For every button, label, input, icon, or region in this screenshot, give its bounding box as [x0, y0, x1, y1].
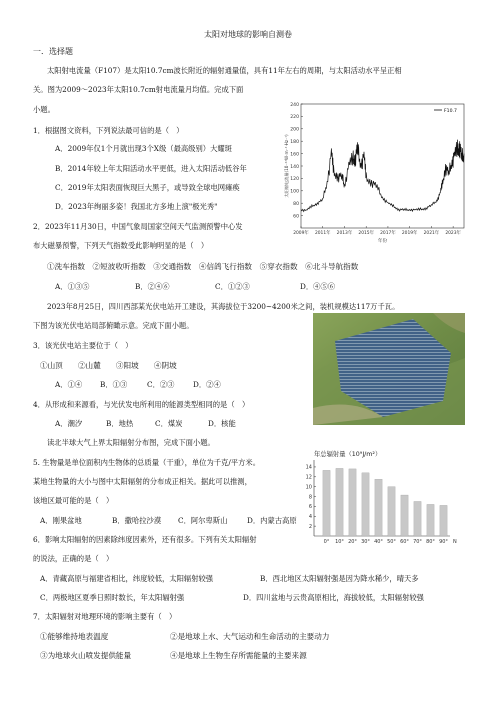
y-tick-label: 60	[293, 214, 299, 220]
bar-y-tick-label: 2	[308, 523, 312, 530]
q2-items: ①洗车指数 ②短波收听指数 ③交通指数 ④信鸽飞行指数 ⑤穿衣指数 ⑥北斗导航指数	[47, 262, 359, 271]
q2-stem-2: 布大磁暴预警，下列天气指数受此影响明显的是（ ）	[33, 241, 209, 250]
x-tick-label: 2017年	[380, 231, 396, 236]
q6-option-d[interactable]: D．四川盆地与云贵高原相比，海拔较低，太阳辐射较强	[243, 593, 424, 602]
radiation-bar	[336, 468, 343, 536]
q2-option-b[interactable]: B．②④⑥	[135, 282, 170, 291]
q6-option-a[interactable]: A．青藏高原与福建省相比，纬度较低，太阳辐射较强	[40, 574, 214, 583]
x-axis-label: 年份	[377, 239, 388, 244]
y-tick-label: 140	[290, 164, 299, 170]
y-tick-label: 120	[290, 177, 299, 183]
legend-label: F10.7	[444, 108, 457, 114]
radiation-bar	[427, 504, 434, 536]
radiation-bar	[401, 495, 408, 536]
x-tick-label: 2015年	[358, 231, 374, 236]
bar-x-tick-label: 90°	[439, 539, 448, 545]
q4-option-d[interactable]: D．核能	[208, 419, 236, 428]
q3-option-a[interactable]: A．①④	[55, 380, 83, 389]
bar-y-tick-label: 14	[305, 464, 312, 471]
q6-option-b[interactable]: B．西北地区太阳辐射强是因为降水稀少，晴天多	[260, 574, 419, 583]
y-tick-label: 240	[290, 102, 299, 108]
intro-line-1: 太阳射电流量（F107）是太阳10.7cm波长附近的辐射通量值，具有11年左右的周期，与太阳活动水平呈正相	[47, 66, 402, 75]
intro-line-2: 关。图为2009～2023年太阳10.7cm射电流量月均值。完成下面	[33, 85, 244, 94]
q3-stem: 3．该光伏电站主要位于（ ）	[33, 341, 133, 350]
q2-option-c[interactable]: C．①②③	[215, 282, 250, 291]
radiation-bar	[388, 487, 395, 536]
q6-stem-1: 6．影响太阳辐射的因素除纬度因素外，还有很多。下列有关太阳辐射	[33, 535, 257, 544]
q7-item-1: ①能够维持地表温度	[40, 632, 109, 641]
q7-item-2: ②是地球上水、大气运动和生命活动的主要动力	[170, 632, 330, 641]
solar-plant-aerial-photo	[313, 313, 465, 425]
bar-x-tick-label: 10°	[335, 539, 344, 545]
bar-x-tick-label: 70°	[413, 539, 422, 545]
f107-line-chart	[283, 100, 469, 248]
bar-x-tick-label: 40°	[374, 539, 383, 545]
radiation-bar	[323, 470, 330, 536]
q3-option-b[interactable]: B．①③	[100, 380, 128, 389]
q7-stem: 7．太阳辐射对地理环境的影响主要有（ ）	[33, 612, 177, 621]
y-tick-label: 80	[293, 202, 299, 207]
q2-stem-1: 2．2023年11月30日，中国气象局国家空间天气监测预警中心发	[33, 222, 243, 231]
line-chart-series	[301, 140, 464, 212]
q6-stem-2: 的说法，正确的是（ ）	[33, 554, 114, 563]
line-chart-legend	[434, 108, 457, 114]
q5-stem-2: 某地生物量的大小与图中太阳辐射的分布成正相关。据此可以推测，	[33, 477, 252, 486]
q5-stem-3: 该地区最可能的是（ ）	[33, 496, 114, 505]
q2-option-d[interactable]: D．④⑤⑥	[300, 282, 336, 291]
x-tick-label: 2023年	[445, 231, 461, 236]
bar-y-tick-label: 4	[308, 514, 312, 521]
line-chart-frame	[301, 104, 464, 228]
bar-y-tick-label: 10	[305, 484, 312, 491]
q5-option-a[interactable]: A．刚果盆地	[40, 516, 82, 525]
bar-chart-bars	[323, 468, 447, 536]
bar-x-tick-label: 80°	[426, 539, 435, 545]
radiation-bar-chart	[300, 448, 465, 546]
y-tick-label: 200	[290, 127, 299, 133]
bar-x-tick-label: 60°	[400, 539, 409, 545]
q3-option-c[interactable]: C．②③	[147, 380, 175, 389]
q4-option-a[interactable]: A．潮汐	[55, 419, 83, 428]
x-tick-label: 2013年	[336, 231, 353, 236]
q3-items: ①山顶 ②山麓 ③阳坡 ④阴坡	[40, 361, 177, 370]
y-axis-label: 太阳射电流量(10⁻²²W·m⁻²·Hz⁻¹)	[284, 134, 289, 198]
q7-item-4: ④是地球上生物生存所需能量的主要来源	[170, 651, 307, 660]
y-tick-label: 220	[290, 115, 299, 121]
q4-option-b[interactable]: B．地热	[106, 419, 134, 428]
q6-option-c[interactable]: C．两极地区夏季日照时数长，年太阳辐射强	[40, 593, 185, 602]
passage2-line-1: 2023年8月25日，四川西部某光伏电站开工建设，其海拔位于3200~4200米之间，装机规模达117万千瓦。	[47, 302, 400, 311]
q4-stem: 4．从形成和来源看，与光伏发电所利用的能源类型相同的是（ ）	[33, 400, 250, 409]
intro-line-3: 小题。	[33, 105, 55, 114]
passage2-line-2: 下图为该光伏电站局部俯瞰示意。完成下面小题。	[33, 321, 194, 330]
f107-series-line	[301, 140, 464, 212]
page-title: 太阳对地球的影响自测卷	[204, 30, 292, 39]
bar-y-tick-label: 8	[308, 494, 312, 501]
q5-stem-1: 5. 生物量是单位面积内生物体的总质量（干重），单位为千克/平方米。	[33, 458, 260, 467]
q5-option-b[interactable]: B．撒哈拉沙漠	[112, 516, 162, 525]
radiation-bar	[414, 501, 421, 536]
q5-option-d[interactable]: D．内蒙古高原	[247, 516, 297, 525]
passage3: 读北半球大气上界太阳辐射分布图，完成下面小题。	[47, 438, 215, 447]
bar-x-tick-label: 20°	[348, 539, 357, 545]
q4-option-c[interactable]: C．煤炭	[155, 419, 183, 428]
line-chart-axes	[283, 102, 464, 244]
y-tick-label: 100	[290, 189, 299, 195]
q5-option-c[interactable]: C．阿尔卑斯山	[178, 516, 228, 525]
q7-item-3: ③为地球火山喷发提供能量	[40, 651, 132, 660]
q1-stem: 1．根据图文资料，下列说法最可信的是（ ）	[33, 126, 184, 135]
q1-option-d[interactable]: D．2023年绚丽多姿！我国北方多地上演"极光秀"	[55, 202, 218, 211]
q1-option-b[interactable]: B．2014年较上年太阳活动水平更低，进入太阳活动低谷年	[55, 164, 247, 173]
bar-x-tick-label: 0°	[323, 539, 330, 545]
x-tick-label: 2019年	[401, 231, 418, 236]
bar-x-tick-label: 50°	[387, 539, 396, 545]
section-heading: 一．选择题	[33, 47, 73, 56]
radiation-bar	[440, 505, 447, 536]
bar-y-tick-label: 12	[305, 474, 312, 481]
q2-option-a[interactable]: A．①③⑤	[55, 282, 90, 291]
y-tick-label: 180	[290, 140, 299, 145]
bar-y-tick-label: 6	[308, 504, 312, 511]
radiation-bar	[349, 469, 356, 536]
x-tick-label: 2011年	[314, 231, 331, 236]
q3-option-d[interactable]: D．②④	[193, 380, 221, 389]
q1-option-c[interactable]: C．2019年太阳表面恢现巨大黑子，或导致全球电网瘫痪	[55, 183, 240, 192]
bar-x-tick-label: 30°	[361, 539, 370, 545]
x-tick-label: 2009年	[293, 231, 309, 236]
bar-chart-title: 年总辐射量（10⁹J/m²）	[314, 451, 382, 458]
bar-x-suffix: N	[453, 539, 457, 545]
q1-option-a[interactable]: A．2009年仅1个月就出现3个X级（最高级别）大耀斑	[55, 144, 232, 153]
y-tick-label: 160	[290, 152, 299, 158]
x-tick-label: 2021年	[423, 231, 440, 236]
radiation-bar	[362, 473, 369, 536]
radiation-bar	[375, 479, 382, 536]
